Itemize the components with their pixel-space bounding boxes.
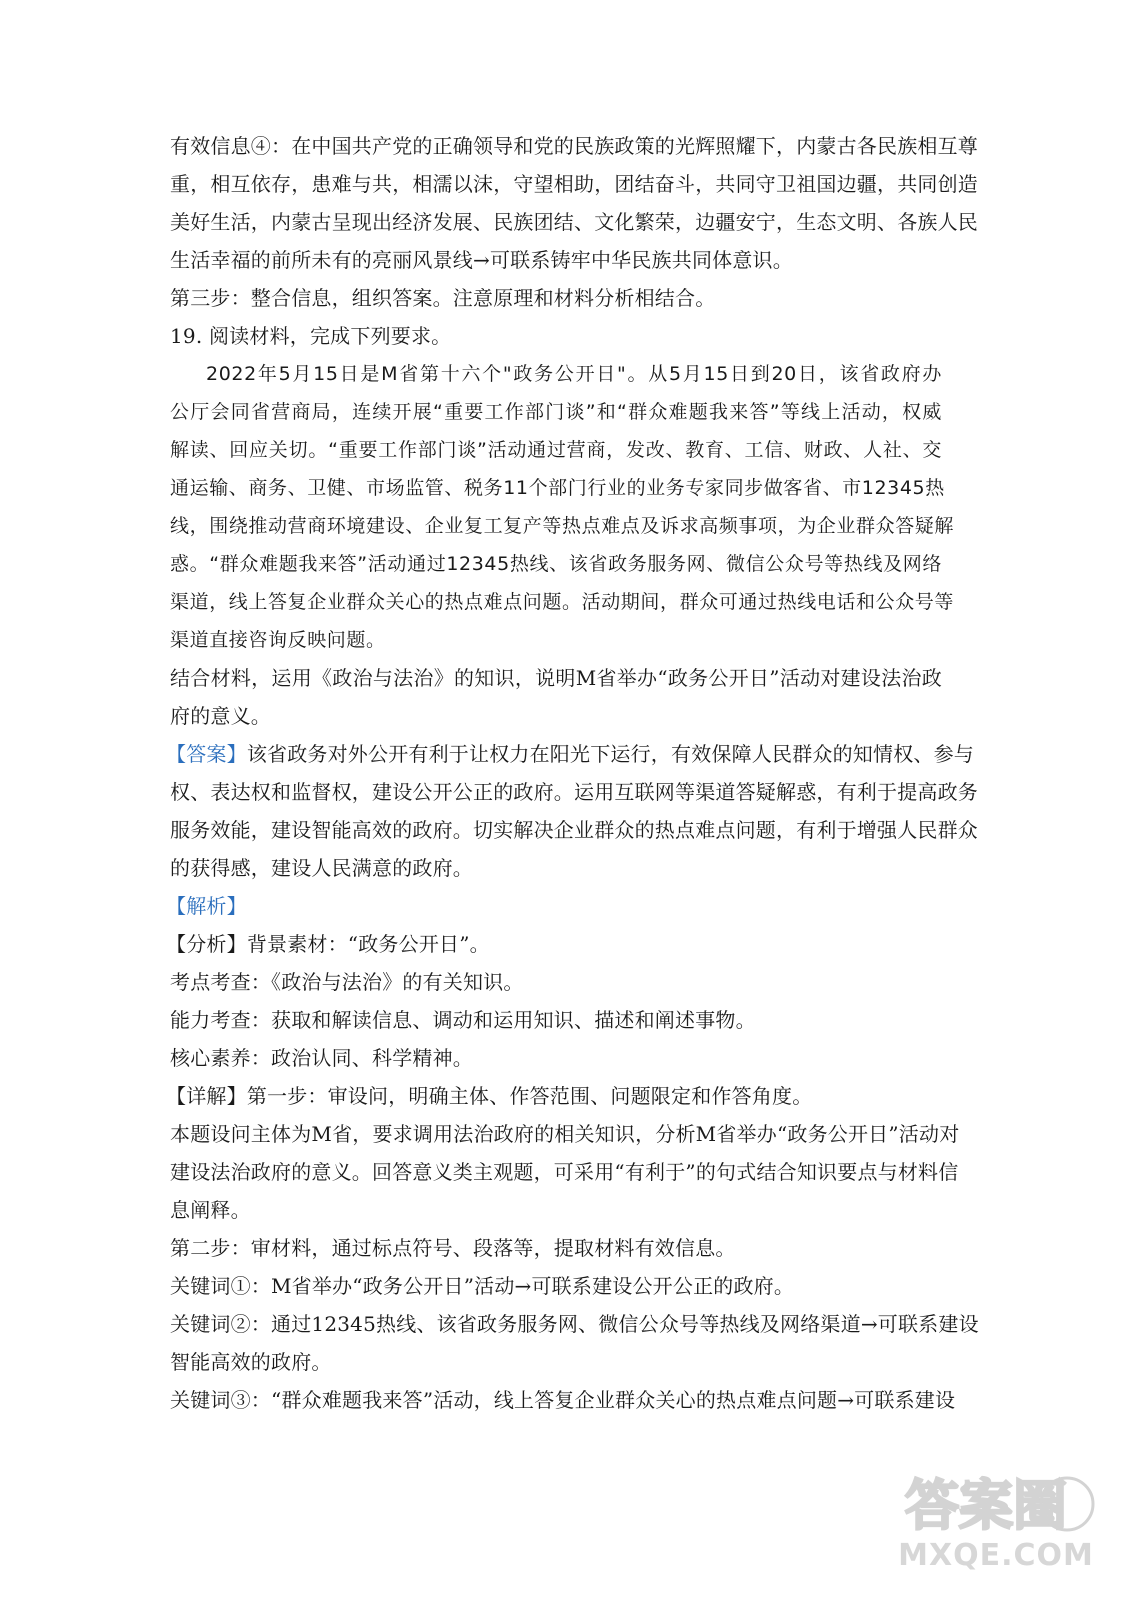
- watermark: [897, 1468, 1095, 1578]
- fenxi-line: [166, 931, 490, 957]
- text-line-1: 有效信息④：在中国共产党的正确领导和党的民族政策的光辉照耀下，内蒙古各民族相互尊: [170, 134, 978, 158]
- answer-tag: 【答案】: [166, 742, 247, 766]
- detail-line-3: 息阐释。: [170, 1198, 251, 1222]
- material-line-7: 渠道，线上答复企业群众关心的热点难点问题。活动期间，群众可通过热线电话和公众号等: [170, 591, 955, 613]
- keyword-line-3: 关键词③：“群众难题我来答”活动，线上答复企业群众关心的热点难点问题→可联系建设: [170, 1388, 956, 1412]
- suyang-line: 核心素养：政治认同、科学精神。: [170, 1046, 473, 1070]
- text-line-4: 生活幸福的前所未有的亮丽风景线→可联系铸牢中华民族共同体意识。: [170, 248, 793, 272]
- answer-line-1: [166, 741, 975, 767]
- question-number-line: 19. 阅读材料，完成下列要求。: [170, 324, 452, 348]
- material-line-3: 解读、回应关切。“重要工作部门谈”活动通过营商，发改、教育、工信、财政、人社、交: [170, 439, 942, 461]
- fenxi-text: 背景素材：“政务公开日”。: [246, 932, 490, 956]
- nengli-line: 能力考查：获取和解读信息、调动和运用知识、描述和阐述事物。: [170, 1008, 756, 1032]
- keyword-line-1: 关键词①：M省举办“政务公开日”活动→可联系建设公开公正的政府。: [170, 1274, 795, 1298]
- watermark-logo-icon: [897, 1468, 1095, 1536]
- material-line-8: 渠道直接咨询反映问题。: [170, 629, 386, 651]
- text-line-5: 第三步：整合信息，组织答案。注意原理和材料分析相结合。: [170, 286, 716, 310]
- detail-line-1: 本题设问主体为M省，要求调用法治政府的相关知识，分析M省举办“政务公开日”活动对: [170, 1122, 960, 1146]
- detail-line-2: 建设法治政府的意义。回答意义类主观题，可采用“有利于”的句式结合知识要点与材料信: [170, 1160, 959, 1184]
- keyword-line-2: 关键词②：通过12345热线、该省政务服务网、微信公众号等热线及网络渠道→可联系建设: [170, 1312, 979, 1336]
- answer-line-3: 服务效能，建设智能高效的政府。切实解决企业群众的热点难点问题，有利于增强人民群众: [170, 818, 978, 842]
- answer-line-2: 权、表达权和监督权，建设公开公正的政府。运用互联网等渠道答疑解惑，有利于提高政务: [170, 780, 978, 804]
- material-line-2: 公厅会同省营商局，连续开展“重要工作部门谈”和“群众难题我来答”等线上活动，权威: [170, 401, 942, 423]
- fenxi-tag: 【分析】: [166, 932, 247, 956]
- text-line-2: 重，相互依存，患难与共，相濡以沫，守望相助，团结奋斗，共同守卫祖国边疆，共同创造: [170, 172, 978, 196]
- material-line-4: 通运输、商务、卫健、市场监管、税务11个部门行业的业务专家同步做客省、市12345热: [170, 477, 945, 499]
- question-line-2: 府的意义。: [170, 704, 271, 728]
- kaodian-line: 考点考查：《政治与法治》的有关知识。: [170, 970, 524, 994]
- xiangjie-line: [166, 1083, 812, 1109]
- watermark-site: MXQE.COM: [898, 1538, 1094, 1573]
- xiangjie-tag: 【详解】: [166, 1084, 247, 1108]
- material-line-6: 惑。“群众难题我来答”活动通过12345热线、该省政务服务网、微信公众号等热线及网络: [170, 553, 942, 575]
- xiangjie-text: 第一步：审设问，明确主体、作答范围、问题限定和作答角度。: [246, 1084, 813, 1108]
- material-line-1: 2022年5月15日是M省第十六个"政务公开日"。从5月15日到20日，该省政府办: [206, 363, 942, 385]
- answer-text-1: 该省政务对外公开有利于让权力在阳光下运行，有效保障人民群众的知情权、参与: [246, 742, 975, 766]
- text-line-3: 美好生活，内蒙古呈现出经济发展、民族团结、文化繁荣，边疆安宁，生态文明、各族人民: [170, 210, 978, 234]
- keyword-line-2-cont: 智能高效的政府。: [170, 1350, 332, 1374]
- material-line-5: 线，围绕推动营商环境建设、企业复工复产等热点难点及诉求高频事项，为企业群众答疑解: [170, 515, 955, 537]
- question-line-1: 结合材料，运用《政治与法治》的知识，说明M省举办“政务公开日”活动对建设法治政: [170, 666, 942, 690]
- step2-line: 第二步：审材料，通过标点符号、段落等，提取材料有效信息。: [170, 1236, 736, 1260]
- analysis-tag: 【解析】: [166, 894, 247, 918]
- answer-line-4: 的获得感，建设人民满意的政府。: [170, 856, 473, 880]
- watermark-logo-text: 答案圈: [905, 1474, 1067, 1536]
